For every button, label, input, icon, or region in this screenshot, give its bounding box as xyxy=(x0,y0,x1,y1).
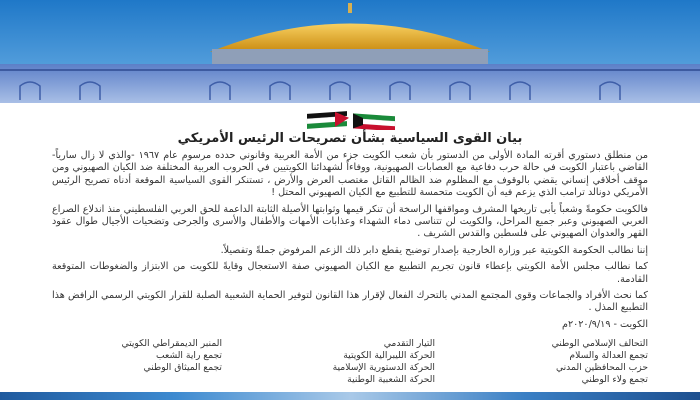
paragraph: من منطلق دستوري أقرته المادة الأولى من الدستور بأن شعب الكويت جزء من الأمة العربية وقانوني حدده مرسوم عام ١٩٦٧ -والذي لا زال سارياً- القاضي باعتبار الكويت في حالة حرب دفاعية مع العصابات الصهيونية، ووفاءاً لشهدائنا الكويتيين في الحروب العربية المختلفة ضد الكيان الصهيوني ومن موقف أخلاقي إنساني يقضي بالوقوف مع المظلوم ضد الظالم القاتل مغتصب العرض والأرض ، تستنكر القوى السياسية الموقعة أدناه تصريح الرئيس الأمريكي دونالد ترامب الذي يزعم فيه أن الكويت متحمسة للتطبيع مع الكيان الصهيوني المحتل ! xyxy=(52,150,648,199)
statement-title: بيان القوى السياسية بشأن تصريحات الرئيس الأمريكي xyxy=(177,131,523,146)
dome-of-the-rock-photo xyxy=(0,0,700,103)
signatory-column xyxy=(265,338,435,386)
signatory: التيار التقدمي xyxy=(383,337,435,349)
signatory: المنبر الديمقراطي الكويتي xyxy=(121,337,222,349)
signatory: التحالف الإسلامي الوطني xyxy=(551,337,648,349)
signatory: تجمع راية الشعب xyxy=(155,349,222,361)
footer-blue-strip xyxy=(0,392,700,400)
paragraph: كما نطالب مجلس الأمة الكويتي بإعطاء قانون تجريم التطبيع مع الكيان الصهيوني صفة الاستعجال وقايةً للكويت من الابتزاز والضغوطات المتوقعة القادمة. xyxy=(52,261,648,285)
signatory: تجمع العدالة والسلام xyxy=(569,349,648,361)
signatories xyxy=(52,338,648,386)
signatory: الحركة الدستورية الإسلامية xyxy=(332,361,435,373)
signatory: تجمع ولاء الوطني xyxy=(581,373,648,385)
paragraph: كما نحث الأفراد والجماعات وقوى المجتمع المدني بالتحرك الفعال لإقرار هذا القانون لتوفير الحماية الشعبية الصلبة للقرار الكويتي الرسمي الرافض هذا التطبيع المذل . xyxy=(52,290,648,314)
statement-date: الكويت - ٢٠٢٠/٩/١٩م xyxy=(562,318,648,330)
statement-document xyxy=(52,131,648,386)
signatory: تجمع الميثاق الوطني xyxy=(143,361,222,373)
palestine-kuwait-flags-icon xyxy=(305,108,397,130)
paragraph: إننا نطالب الحكومة الكويتية عبر وزارة الخارجية بإصدار توضيح يقطع دابر ذلك الزعم المرفوض جملةً وتفصيلاً. xyxy=(220,244,648,256)
signatory: حزب المحافظين المدني xyxy=(555,361,648,373)
signatory: الحركة الشعبية الوطنية xyxy=(347,373,435,385)
paragraph: فالكويت حكومةً وشعباً يأبى تاريخها المشرف ومواقفها الراسخة أن تنكر قيمها وثوابتها الأصيلة الثابتة الداعمة للحق العربي الفلسطيني منذ اندلاع الصراع العربي الصهيوني وعبر جميع المراحل، والكويت لن تتناسى دماء الشهداء وعذابات الأمهات والأطفال والأسرى والجرحى وتضحيات الأجيال طوال عقود القهر والعدوان الصهيوني على فلسطين والقدس الشريف . xyxy=(52,203,648,240)
signatory: الحركة الليبرالية الكويتية xyxy=(343,349,435,361)
signatory-column xyxy=(52,338,222,386)
signatory-column xyxy=(478,338,648,386)
